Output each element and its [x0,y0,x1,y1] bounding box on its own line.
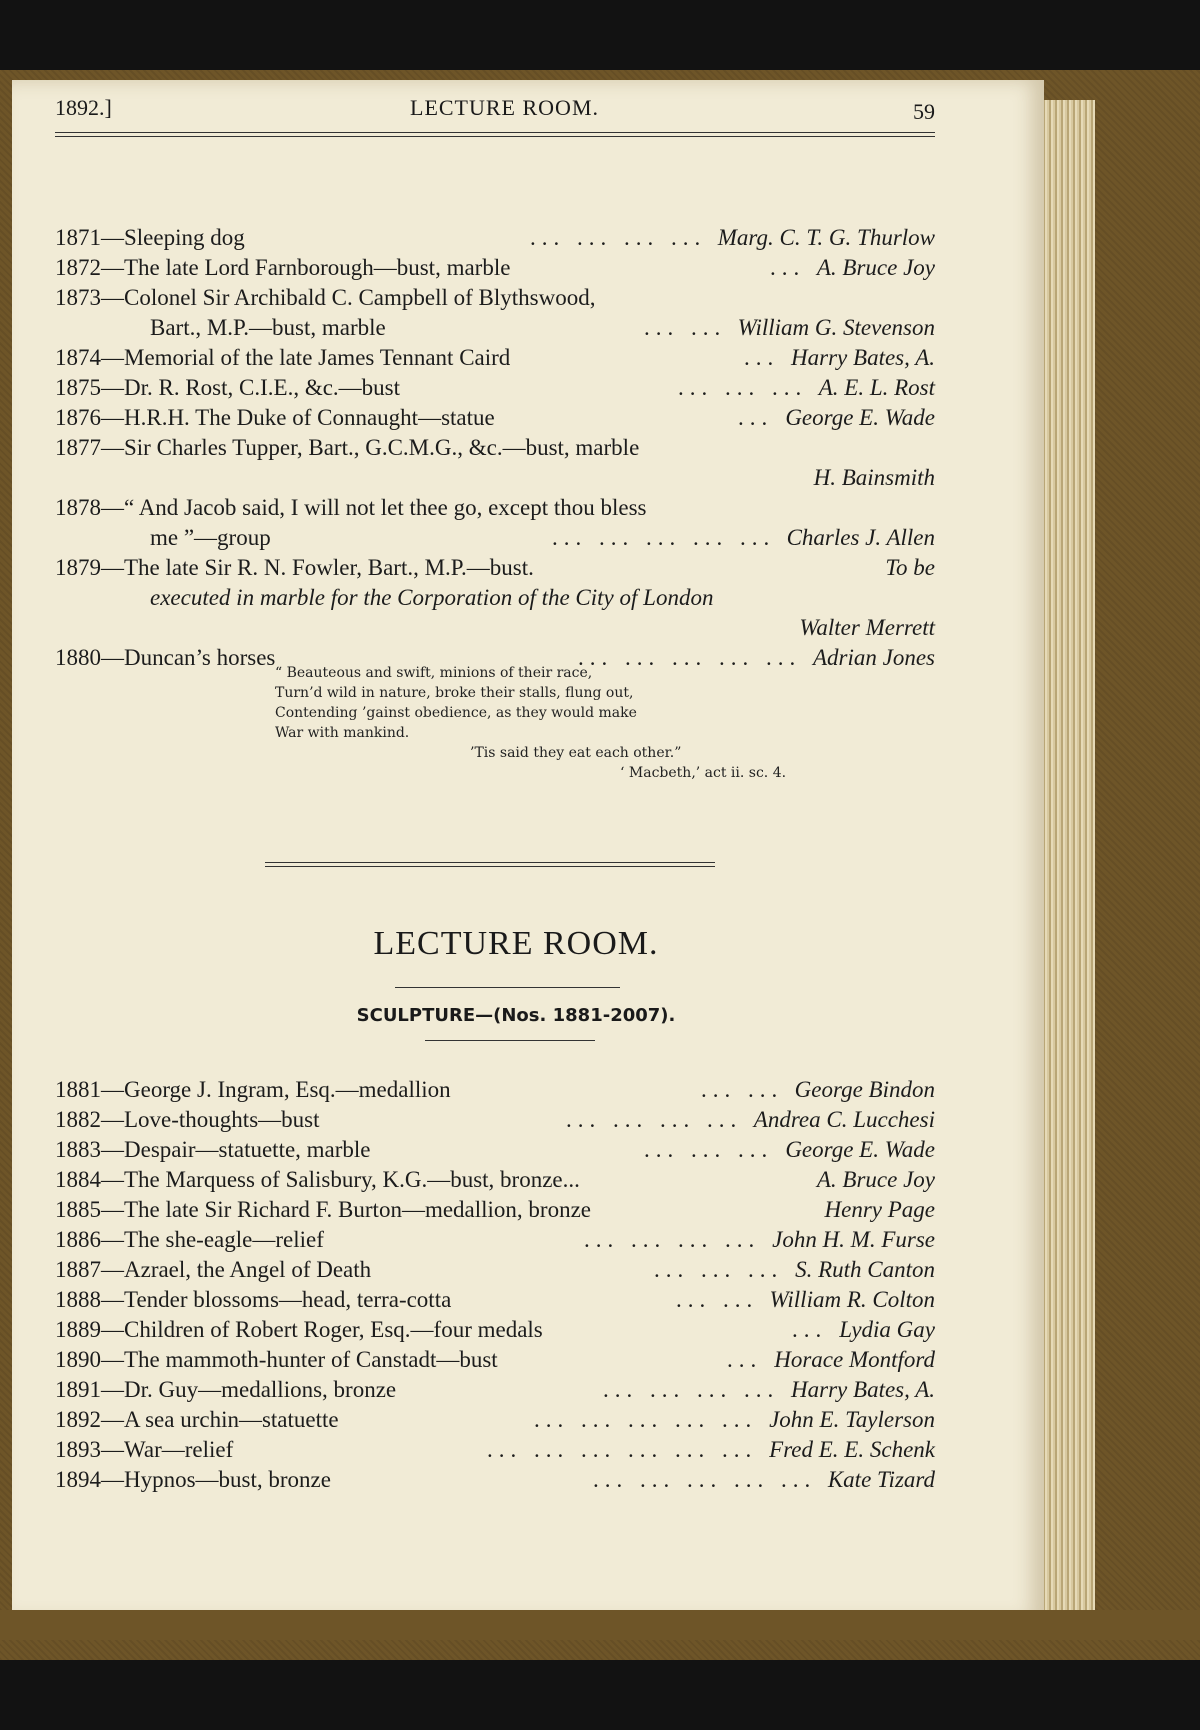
entry-row [55,1405,935,1435]
entry-title: 1883—Despair—statuette, marble [55,1137,371,1162]
artist-name: William R. Colton [769,1287,935,1312]
artist-name: Harry Bates, A. [791,1377,935,1402]
entry-row [55,1435,935,1465]
entry-row [55,1135,935,1165]
entry-row [55,283,935,313]
quote-line: Turn’d wild in nature, broke their stalls, flung out, [275,685,634,701]
entry-title: 1887—Azrael, the Angel of Death [55,1257,372,1282]
entry-row [55,1285,935,1315]
artist-name: Horace Montford [774,1347,935,1372]
entry-title: 1877—Sir Charles Tupper, Bart., G.C.M.G., &c.—bust, marble [55,435,640,460]
entry-row [55,523,935,553]
entry-title: 1879—The late Sir R. N. Fowler, Bart., M.P.—bust. [55,555,534,580]
artist-name: Fred E. E. Schenk [769,1437,935,1462]
subtitle-rule [425,1040,595,1041]
artist-name: A. Bruce Joy [816,255,935,280]
entry-row [55,463,935,493]
header-year: 1892.] [55,95,112,120]
artist-name: George E. Wade [785,405,935,430]
entry-row [55,1255,935,1285]
leader-dots: ... ... ... [678,375,808,400]
entry-title: 1891—Dr. Guy—medallions, bronze [55,1377,397,1402]
entry-row [55,1225,935,1255]
cover-bottom-edge [0,1610,1200,1640]
leader-dots: ... ... [644,315,727,340]
entry-title: 1889—Children of Robert Roger, Esq.—four medals [55,1317,543,1342]
entry-title: 1888—Tender blossoms—head, terra-cotta [55,1287,452,1312]
artist-name: Marg. C. T. G. Thurlow [717,225,935,250]
entry-title: 1881—George J. Ingram, Esq.—medallion [55,1077,451,1102]
leader-dots: ... ... [701,1077,784,1102]
entry-row [55,1165,935,1195]
entry-title: 1880—Duncan’s horses [55,645,276,670]
quote-line: War with mankind. [275,725,410,741]
entry-title: 1892—A sea urchin—statuette [55,1407,339,1432]
entry-row [55,613,935,643]
leader-dots: ... [770,255,806,280]
sculpture-entry-list [55,1075,935,1495]
artist-name: Walter Merrett [799,615,935,640]
section-divider-2 [265,866,715,867]
artist-name: John E. Taylerson [769,1407,935,1432]
leader-dots: ... ... ... ... ... [534,1407,758,1432]
leader-dots: ... ... ... [654,1257,784,1282]
section-divider [265,862,715,863]
entry-row [55,343,935,373]
entry-row [55,1315,935,1345]
leader-dots: ... [744,345,780,370]
entry-row [55,253,935,283]
leader-dots: ... ... ... ... ... [578,645,802,670]
entry-row [55,433,935,463]
entry-title: 1885—The late Sir Richard F. Burton—medallion, bronze [55,1197,591,1222]
entry-title: 1875—Dr. R. Rost, C.I.E., &c.—bust [55,375,401,400]
section-title: LECTURE ROOM. [373,925,659,962]
entry-title: 1872—The late Lord Farnborough—bust, marble [55,255,511,280]
leader-dots: ... [792,1317,828,1342]
entry-row [55,373,935,403]
quote-citation: ‘ Macbeth,’ act ii. sc. 4. [620,765,787,781]
entry-title: 1873—Colonel Sir Archibald C. Campbell of Blythswood, [55,285,596,310]
entry-row [55,223,935,253]
artist-name: John H. M. Furse [772,1227,935,1252]
entry-row [55,1465,935,1495]
entry-row [55,1105,935,1135]
artist-name: Harry Bates, A. [791,345,935,370]
entry-title: 1886—The she-eagle—relief [55,1227,324,1252]
header-title: LECTURE ROOM. [410,95,599,120]
leader-dots: ... ... ... ... [530,225,707,250]
artist-name: A. E. L. Rost [818,375,935,400]
artist-name: H. Bainsmith [813,465,935,490]
artist-name: George E. Wade [785,1137,935,1162]
leader-dots: ... [727,1347,763,1372]
entry-row [55,553,935,583]
artist-name: Kate Tizard [827,1467,935,1492]
header-rule [55,132,935,133]
entry-title: 1894—Hypnos—bust, bronze [55,1467,331,1492]
entry-row [55,1375,935,1405]
page-number: 59 [913,99,935,124]
entry-row [55,1195,935,1225]
artist-name: Andrea C. Lucchesi [753,1107,935,1132]
entry-title: 1874—Memorial of the late James Tennant Caird [55,345,511,370]
continued-entry-list [55,223,935,673]
entry-title: 1884—The Marquess of Salisbury, K.G.—bust, bronze... [55,1167,580,1192]
quotation-block [275,663,835,783]
entry-title: 1878—“ And Jacob said, I will not let thee go, except thou bless [55,495,647,520]
running-header [55,95,935,135]
quote-last-line: ’Tis said they eat each other.” [470,745,682,761]
quote-line: Contending ’gainst obedience, as they would make [275,705,637,721]
artist-name: S. Ruth Canton [795,1257,935,1282]
entry-row [55,1345,935,1375]
leader-dots: ... ... ... ... [566,1107,743,1132]
entry-row [55,403,935,433]
entry-row [55,313,935,343]
leader-dots: ... [738,405,774,430]
leader-dots: ... ... ... ... ... [552,525,776,550]
entry-title: 1893—War—relief [55,1437,234,1462]
entry-title: 1876—H.R.H. The Duke of Connaught—statue [55,405,495,430]
leader-dots: ... ... ... [644,1137,774,1162]
artist-name: William G. Stevenson [737,315,935,340]
artist-name: Adrian Jones [812,645,935,670]
leader-dots: ... ... ... ... ... ... [487,1437,758,1462]
entry-continuation: executed in marble for the Corporation of the City of London [150,585,714,610]
header-rule-2 [55,136,935,137]
leader-dots: ... ... ... ... [584,1227,761,1252]
entry-title: 1890—The mammoth-hunter of Canstadt—bust [55,1347,498,1372]
artist-name: Lydia Gay [839,1317,935,1342]
entry-title: me ”—group [150,525,271,550]
entry-row [55,583,935,613]
leader-dots: ... ... [676,1287,759,1312]
title-rule [395,987,620,988]
leader-dots: ... ... ... ... [603,1377,780,1402]
quote-line: “ Beauteous and swift, minions of their race, [275,665,593,681]
page-edges [1035,100,1095,1620]
entry-title: 1871—Sleeping dog [55,225,245,250]
section-subtitle: SCULPTURE—(Nos. 1881-2007). [356,1005,676,1026]
artist-name: Henry Page [824,1197,935,1222]
entry-row [55,493,935,523]
entry-title: 1882—Love-thoughts—bust [55,1107,320,1132]
entry-title: Bart., M.P.—bust, marble [150,315,386,340]
artist-name: To be [885,555,935,580]
entry-row [55,1075,935,1105]
leader-dots: ... ... ... ... ... [593,1467,817,1492]
artist-name: George Bindon [794,1077,935,1102]
artist-name: A. Bruce Joy [816,1167,935,1192]
artist-name: Charles J. Allen [786,525,935,550]
